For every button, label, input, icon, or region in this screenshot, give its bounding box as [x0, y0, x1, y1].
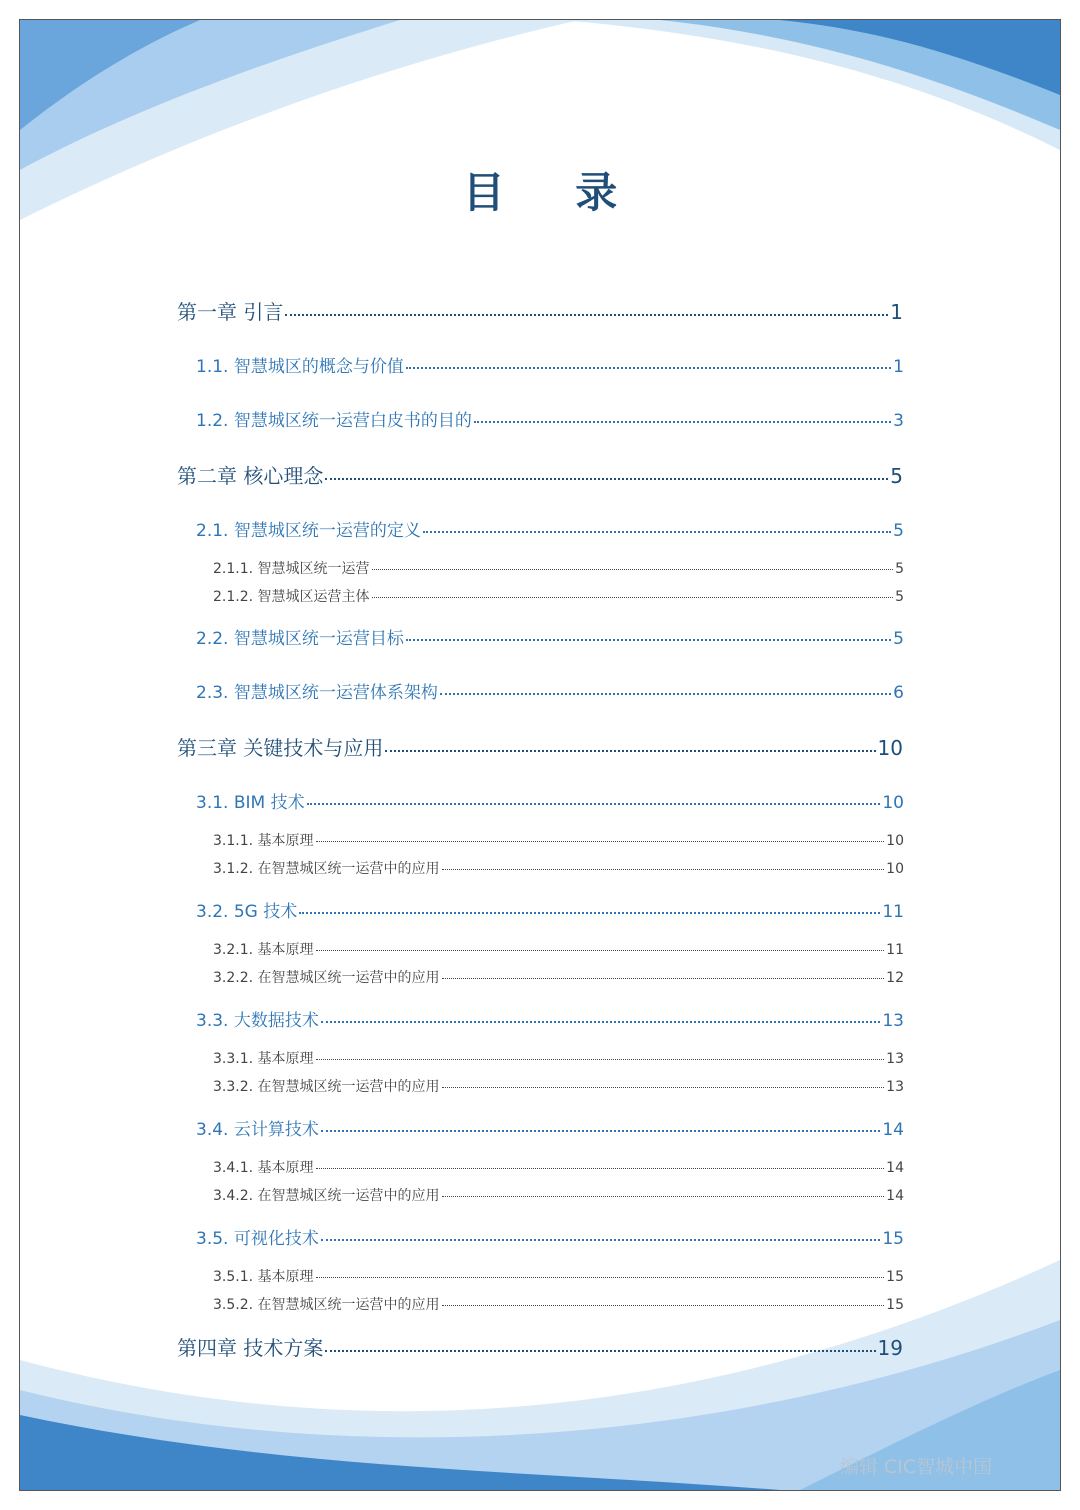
toc-entry-label: 3.2.1. 基本原理: [213, 942, 314, 958]
toc-entry[interactable]: [177, 732, 903, 761]
dot-leader: [321, 1130, 881, 1132]
toc-entry[interactable]: [213, 858, 904, 878]
toc-entry-label: 1.1. 智慧城区的概念与价值: [196, 357, 404, 377]
dot-leader: [316, 1168, 885, 1169]
toc-entry-label: 3.4.1. 基本原理: [213, 1160, 314, 1176]
toc-entry-label: 2.1.1. 智慧城区统一运营: [213, 561, 370, 577]
toc-entry-label: 3.3.2. 在智慧城区统一运营中的应用: [213, 1079, 440, 1095]
toc-page-number: 5: [890, 464, 903, 488]
toc-entry-label: 3.2.2. 在智慧城区统一运营中的应用: [213, 970, 440, 986]
watermark: 编辑 CIC智城中国: [840, 1456, 993, 1478]
dot-leader: [307, 803, 881, 805]
toc-page-number: 10: [886, 833, 904, 849]
toc-entry[interactable]: [196, 1115, 904, 1140]
dot-leader: [316, 1059, 885, 1060]
dot-leader: [321, 1239, 881, 1241]
toc-page-number: 14: [882, 1120, 904, 1140]
dot-leader: [442, 869, 885, 870]
dot-leader: [474, 421, 891, 423]
toc-page-number: 15: [886, 1297, 904, 1313]
toc-page-number: 5: [895, 589, 904, 605]
dot-leader: [442, 1087, 885, 1088]
dot-leader: [406, 639, 891, 641]
dot-leader: [442, 1305, 885, 1306]
toc-entry[interactable]: [196, 1224, 904, 1249]
toc-entry[interactable]: [196, 788, 904, 813]
dot-leader: [325, 478, 888, 480]
toc-entry[interactable]: [213, 1076, 904, 1096]
dot-leader: [440, 693, 891, 695]
dot-leader: [299, 912, 880, 914]
toc-entry[interactable]: [213, 1048, 904, 1068]
toc-page-number: 1: [890, 300, 903, 324]
toc-entry-label: 1.2. 智慧城区统一运营白皮书的目的: [196, 411, 472, 431]
toc-entry[interactable]: [213, 586, 904, 606]
toc-page-number: 14: [886, 1188, 904, 1204]
toc-entry-label: 3.1. BIM 技术: [196, 793, 305, 813]
dot-leader: [406, 367, 891, 369]
toc-entry-label: 3.5.1. 基本原理: [213, 1269, 314, 1285]
toc-entry-label: 3.1.2. 在智慧城区统一运营中的应用: [213, 861, 440, 877]
toc-entry[interactable]: [213, 1157, 904, 1177]
toc-page-number: 13: [882, 1011, 904, 1031]
toc-entry-label: 3.3. 大数据技术: [196, 1011, 319, 1031]
toc-page-number: 19: [877, 1336, 903, 1360]
toc-page-number: 11: [886, 942, 904, 958]
toc-entry-label: 2.2. 智慧城区统一运营目标: [196, 629, 404, 649]
toc-entry-label: 3.5. 可视化技术: [196, 1229, 319, 1249]
toc-entry[interactable]: [196, 1006, 904, 1031]
toc-page-number: 10: [877, 736, 903, 760]
toc-entry-label: 3.4. 云计算技术: [196, 1120, 319, 1140]
dot-leader: [325, 1350, 875, 1352]
dot-leader: [385, 750, 875, 752]
toc-entry[interactable]: [196, 624, 904, 649]
toc-entry-label: 3.3.1. 基本原理: [213, 1051, 314, 1067]
toc-page-number: 13: [886, 1079, 904, 1095]
toc-entry[interactable]: [177, 1332, 903, 1361]
toc-entry-label: 3.5.2. 在智慧城区统一运营中的应用: [213, 1297, 440, 1313]
toc-entry[interactable]: [213, 1266, 904, 1286]
toc-entry[interactable]: [177, 460, 903, 489]
toc-page-number: 12: [886, 970, 904, 986]
dot-leader: [316, 841, 885, 842]
toc-entry-label: 3.4.2. 在智慧城区统一运营中的应用: [213, 1188, 440, 1204]
dot-leader: [442, 978, 885, 979]
toc-entry-label: 2.1. 智慧城区统一运营的定义: [196, 521, 421, 541]
toc-page-number: 5: [893, 629, 904, 649]
toc-entry[interactable]: [196, 352, 904, 377]
dot-leader: [316, 1277, 885, 1278]
toc-entry-label: 第二章 核心理念: [177, 464, 324, 488]
dot-leader: [372, 569, 894, 570]
toc-entry[interactable]: [213, 1185, 904, 1205]
toc-entry[interactable]: [177, 296, 903, 325]
toc-entry-label: 第一章 引言: [177, 300, 284, 324]
toc-entry-label: 第四章 技术方案: [177, 1336, 324, 1360]
toc-page-number: 1: [893, 357, 904, 377]
toc-entry[interactable]: [196, 516, 904, 541]
dot-leader: [423, 531, 891, 533]
toc-page-number: 10: [886, 861, 904, 877]
table-of-contents: [20, 20, 1060, 1490]
toc-entry[interactable]: [196, 897, 904, 922]
document-page: [19, 19, 1061, 1491]
toc-entry[interactable]: [213, 558, 904, 578]
dot-leader: [285, 314, 888, 316]
page-title: 目 录: [462, 168, 646, 217]
toc-entry[interactable]: [196, 678, 904, 703]
toc-entry[interactable]: [213, 830, 904, 850]
toc-page-number: 14: [886, 1160, 904, 1176]
toc-entry[interactable]: [213, 967, 904, 987]
dot-leader: [321, 1021, 881, 1023]
dot-leader: [442, 1196, 885, 1197]
toc-page-number: 15: [886, 1269, 904, 1285]
toc-entry-label: 2.1.2. 智慧城区运营主体: [213, 589, 370, 605]
toc-page-number: 5: [893, 521, 904, 541]
toc-entry-label: 3.2. 5G 技术: [196, 902, 298, 922]
toc-page-number: 11: [882, 902, 904, 922]
toc-entry[interactable]: [196, 406, 904, 431]
toc-page-number: 15: [882, 1229, 904, 1249]
toc-page-number: 10: [882, 793, 904, 813]
toc-entry[interactable]: [213, 1294, 904, 1314]
toc-page-number: 6: [893, 683, 904, 703]
dot-leader: [372, 597, 894, 598]
toc-page-number: 5: [895, 561, 904, 577]
toc-entry-label: 3.1.1. 基本原理: [213, 833, 314, 849]
dot-leader: [316, 950, 885, 951]
toc-page-number: 13: [886, 1051, 904, 1067]
toc-entry-label: 第三章 关键技术与应用: [177, 736, 384, 760]
toc-entry[interactable]: [213, 939, 904, 959]
toc-page-number: 3: [893, 411, 904, 431]
toc-entry-label: 2.3. 智慧城区统一运营体系架构: [196, 683, 438, 703]
